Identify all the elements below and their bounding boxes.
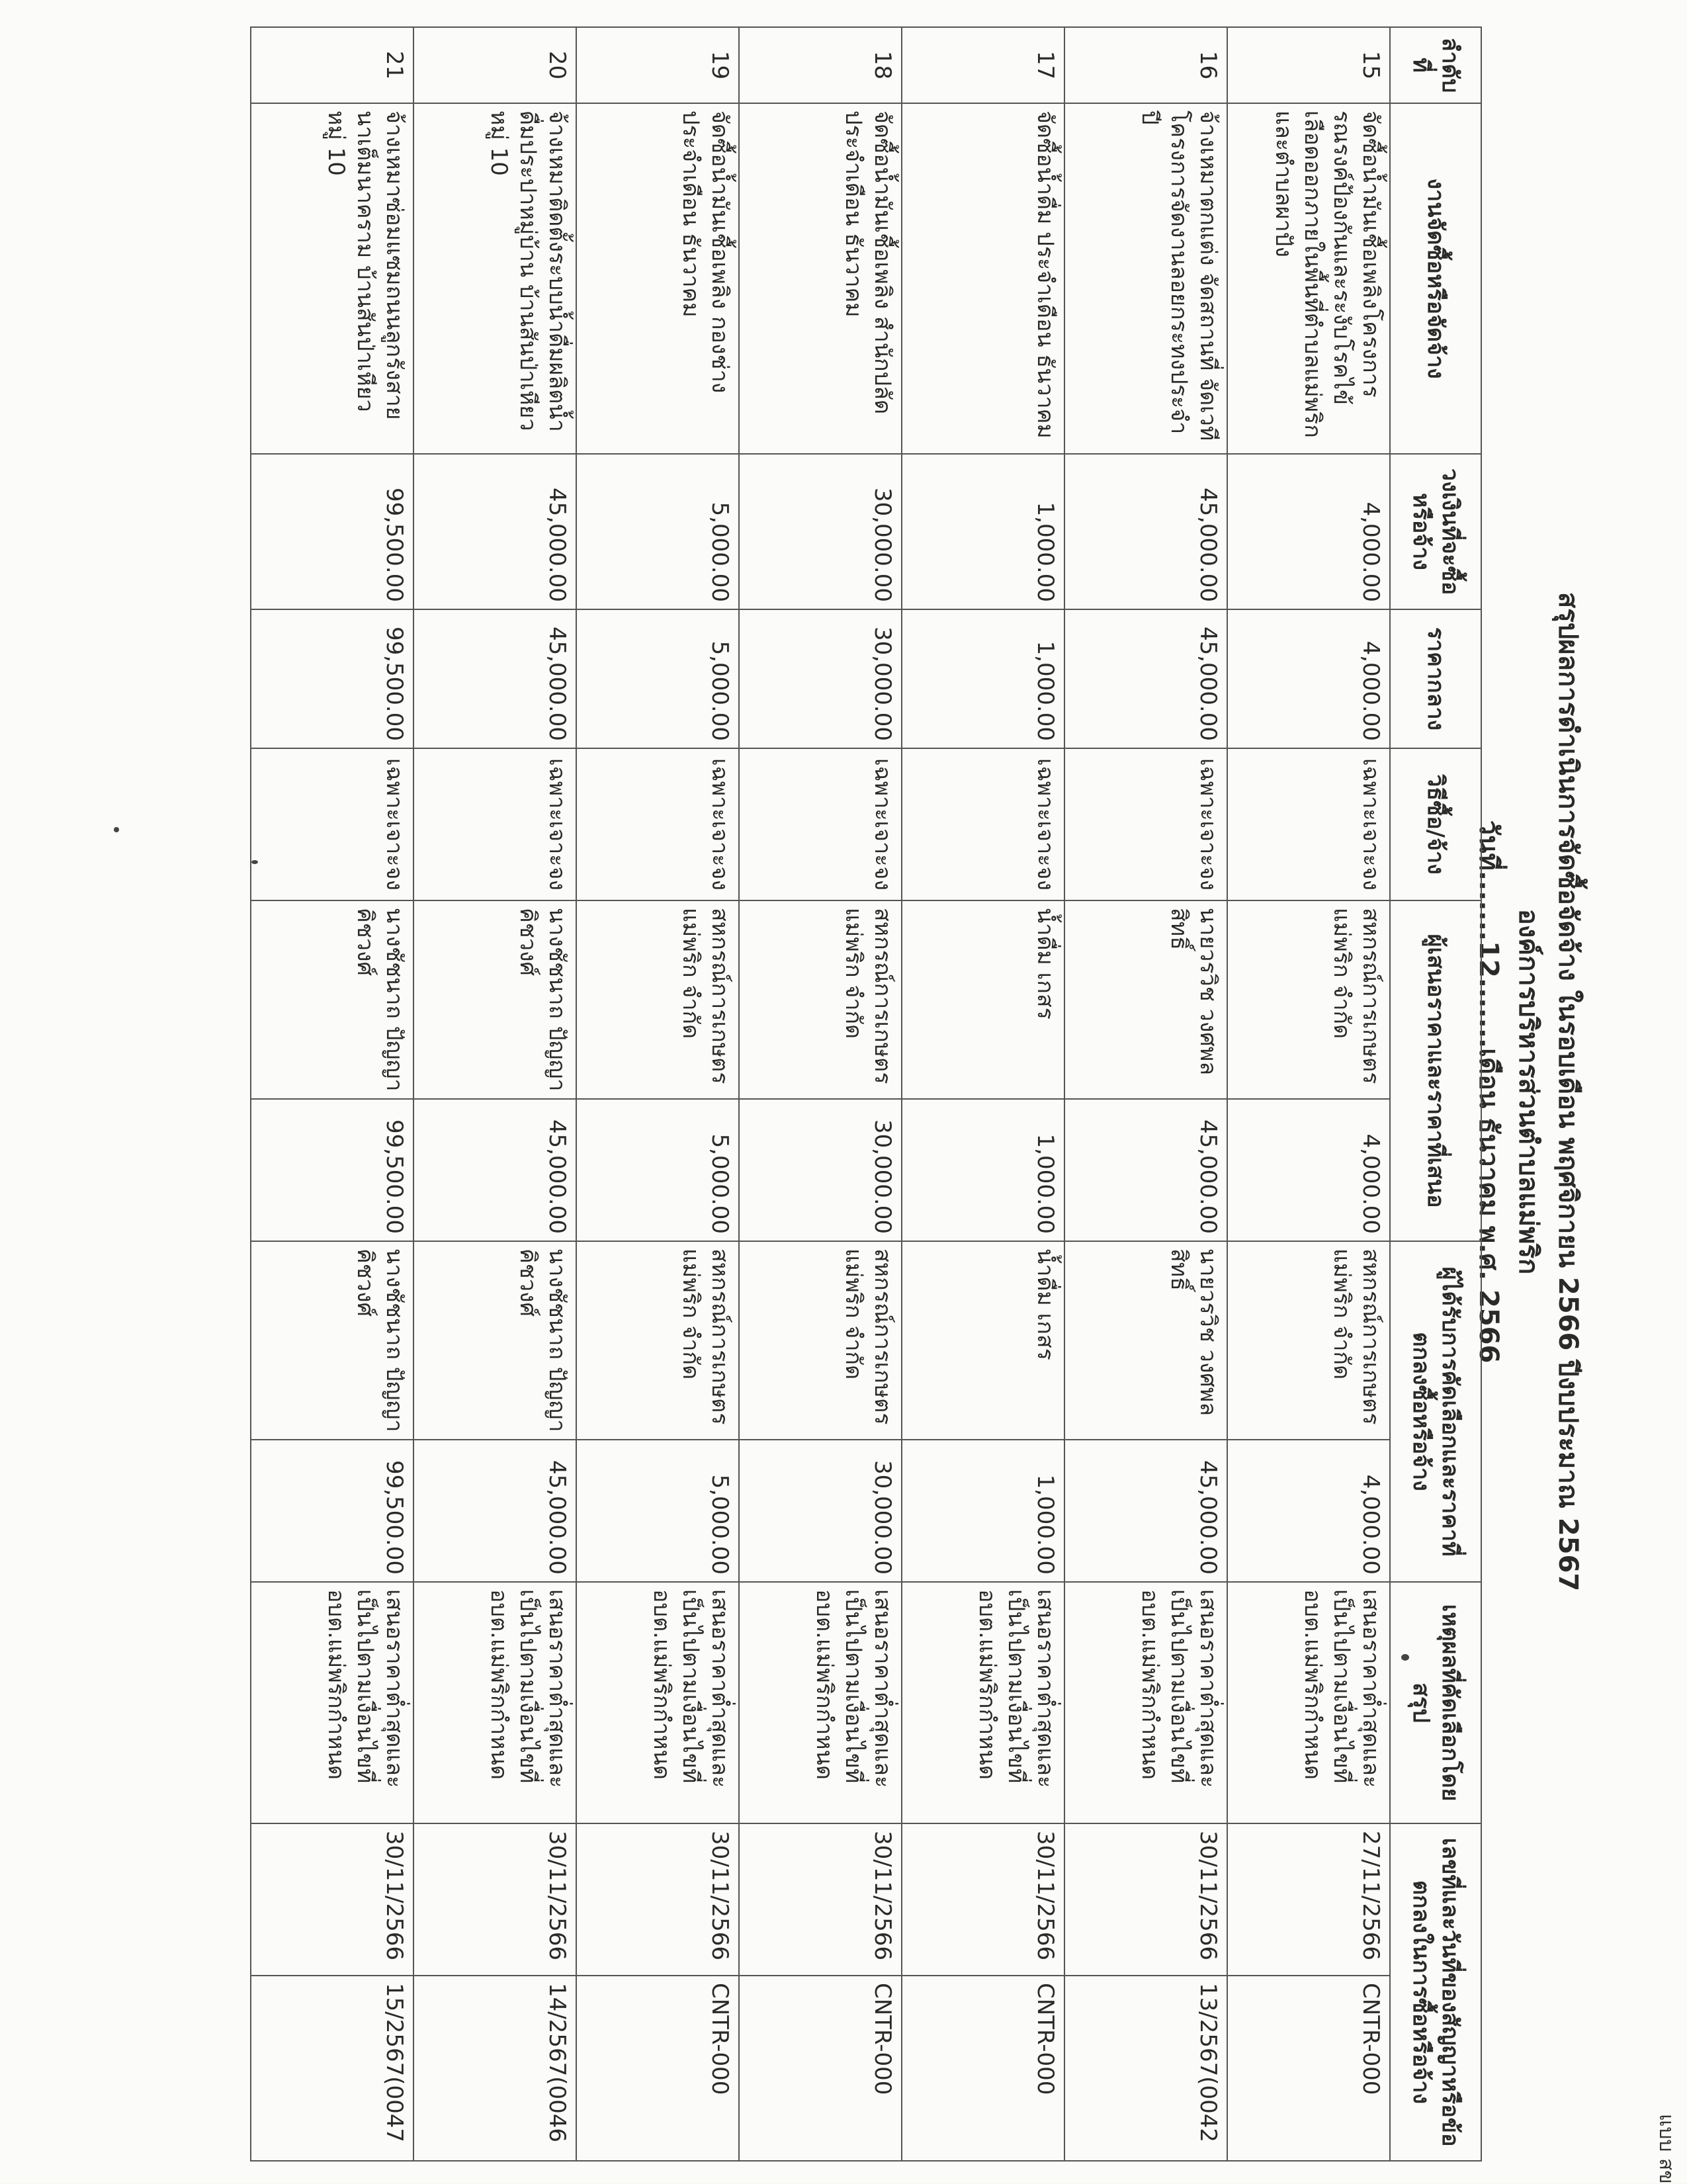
- cell-date: 30/11/2566: [413, 1823, 576, 1976]
- cell-item: จัดซื้อน้ำมันเชื้อเพลิงโครงการรณรงค์ป้องกันและระงับโรคไข้เลือดออกภายในพื้นที่ตำบลแม่พริก และตำบลผาปัง: [1227, 103, 1390, 454]
- cell-item: จัดซื้อน้ำดื่ม ประจำเดือน ธันวาคม: [902, 103, 1064, 454]
- cell-item: จ้างเหมาซ่อมแซมถนนลูกรังสายนาเต็มนาคราม บ้านสันป่าเหียว หมู่ 10: [251, 103, 413, 454]
- cell-method: เฉพาะเจาะจง: [739, 748, 902, 900]
- cell-win-price: 30,000.00: [739, 1440, 902, 1582]
- cell-budget: 4,000.00: [1227, 454, 1390, 609]
- cell-winner: นางชัชนาถ ปัญญา คิชวงศ์: [413, 1241, 576, 1440]
- cell-budget: 45,000.00: [413, 454, 576, 609]
- scan-speck: [114, 827, 119, 832]
- table-row: [739, 27, 902, 2161]
- cell-date: 30/11/2566: [251, 1823, 413, 1976]
- cell-win-price: 4,000.00: [1227, 1440, 1390, 1582]
- cell-contract: CNTR-000: [902, 1976, 1064, 2161]
- col-header-method: วิธีซื้อ/จ้าง: [1390, 748, 1481, 900]
- table-row: [251, 27, 413, 2161]
- cell-bidder: สหกรณ์การเกษตรแม่พริก จำกัด: [576, 900, 739, 1099]
- cell-item: จ้างเหมาตกแต่ง จัดสถานที่ จัดเวที โครงการจัดงานลอยกระทงประจำปี: [1064, 103, 1227, 454]
- cell-median-price: 30,000.00: [739, 609, 902, 748]
- cell-no: 17: [902, 27, 1064, 103]
- cell-bid-price: 45,000.00: [413, 1099, 576, 1241]
- cell-budget: 1,000.00: [902, 454, 1064, 609]
- report-date: วันที่.......12.......เดือน ธันวาคม พ.ศ. 2566: [1473, 820, 1504, 1364]
- col-header-contract: เลขที่และวันที่ของสัญญาหรือข้อตกลงในการซื้อหรือจ้าง: [1390, 1823, 1481, 2161]
- scan-speck: [251, 860, 258, 864]
- cell-win-price: 45,000.00: [1064, 1440, 1227, 1582]
- form-code: แบบ สข: [1655, 2114, 1678, 2184]
- cell-bid-price: 45,000.00: [1064, 1099, 1227, 1241]
- cell-median-price: 45,000.00: [413, 609, 576, 748]
- cell-reason: เสนอราคาต่ำสุดและเป็นไปตามเงื่อนไขที่ อบต.แม่พริกกำหนด: [902, 1582, 1064, 1823]
- cell-date: 30/11/2566: [576, 1823, 739, 1976]
- scan-speck: [1401, 1654, 1409, 1661]
- cell-reason: เสนอราคาต่ำสุดและเป็นไปตามเงื่อนไขที่ อบต.แม่พริกกำหนด: [1064, 1582, 1227, 1823]
- cell-winner: สหกรณ์การเกษตรแม่พริก จำกัด: [739, 1241, 902, 1440]
- cell-no: 15: [1227, 27, 1390, 103]
- cell-bid-price: 30,000.00: [739, 1099, 902, 1241]
- cell-win-price: 99,500.00: [251, 1440, 413, 1582]
- table-row: [902, 27, 1064, 2161]
- cell-budget: 5,000.00: [576, 454, 739, 609]
- cell-win-price: 1,000.00: [902, 1440, 1064, 1582]
- cell-win-price: 45,000.00: [413, 1440, 576, 1582]
- cell-date: 30/11/2566: [902, 1823, 1064, 1976]
- cell-no: 20: [413, 27, 576, 103]
- cell-bidder: นางชัชนาถ ปัญญา คิชวงศ์: [251, 900, 413, 1099]
- cell-item: จัดซื้อน้ำมันเชื้อเพลิง กองช่าง ประจำเดือน ธันวาคม: [576, 103, 739, 454]
- cell-reason: เสนอราคาต่ำสุดและเป็นไปตามเงื่อนไขที่ อบต.แม่พริกกำหนด: [576, 1582, 739, 1823]
- col-header-median-price: ราคากลาง: [1390, 609, 1481, 748]
- cell-median-price: 99,500.00: [251, 609, 413, 748]
- cell-contract: CNTR-000: [576, 1976, 739, 2161]
- col-header-selected: ผู้ได้รับการคัดเลือกและราคาที่ตกลงซื้อหรือจ้าง: [1390, 1241, 1481, 1582]
- cell-method: เฉพาะเจาะจง: [576, 748, 739, 900]
- cell-no: 18: [739, 27, 902, 103]
- cell-budget: 45,000.00: [1064, 454, 1227, 609]
- cell-bidder: นางชัชนาถ ปัญญา คิชวงศ์: [413, 900, 576, 1099]
- cell-no: 21: [251, 27, 413, 103]
- table-row: [1227, 27, 1390, 2161]
- cell-date: 30/11/2566: [1064, 1823, 1227, 1976]
- cell-reason: เสนอราคาต่ำสุดและเป็นไปตามเงื่อนไขที่ อบต.แม่พริกกำหนด: [251, 1582, 413, 1823]
- cell-bid-price: 1,000.00: [902, 1099, 1064, 1241]
- cell-contract: CNTR-000: [1227, 1976, 1390, 2161]
- table-row: [576, 27, 739, 2161]
- cell-reason: เสนอราคาต่ำสุดและเป็นไปตามเงื่อนไขที่ อบต.แม่พริกกำหนด: [1227, 1582, 1390, 1823]
- cell-winner: สหกรณ์การเกษตรแม่พริก จำกัด: [576, 1241, 739, 1440]
- cell-method: เฉพาะเจาะจง: [1227, 748, 1390, 900]
- cell-bidder: สหกรณ์การเกษตรแม่พริก จำกัด: [739, 900, 902, 1099]
- cell-method: เฉพาะเจาะจง: [251, 748, 413, 900]
- cell-budget: 30,000.00: [739, 454, 902, 609]
- cell-bidder: นายวรวิช วงศพลสิทธิ์: [1064, 900, 1227, 1099]
- col-header-item: งานจัดซื้อหรือจัดจ้าง: [1390, 103, 1481, 454]
- cell-method: เฉพาะเจาะจง: [1064, 748, 1227, 900]
- report-title: สรุปผลการดำเนินการจัดซื้อจัดจ้าง ในรอบเดือน พฤศจิกายน 2566 ปีงบประมาณ 2567: [1553, 591, 1583, 1592]
- cell-winner: น้ำดื่ม เกสร: [902, 1241, 1064, 1440]
- cell-date: 27/11/2566: [1227, 1823, 1390, 1976]
- cell-item: จัดซื้อน้ำมันเชื้อเพลิง สำนักปลัด ประจำเดือน ธันวาคม: [739, 103, 902, 454]
- cell-contract: 15/2567(0047: [251, 1976, 413, 2161]
- cell-contract: 14/2567(0046: [413, 1976, 576, 2161]
- cell-winner: สหกรณ์การเกษตรแม่พริก จำกัด: [1227, 1241, 1390, 1440]
- cell-median-price: 5,000.00: [576, 609, 739, 748]
- cell-item: จ้างเหมาติดตั้งระบบน้ำดื่มผลิตน้ำดื่มประปาหมู่บ้าน บ้านสันป่าเหียว หมู่ 10: [413, 103, 576, 454]
- cell-date: 30/11/2566: [739, 1823, 902, 1976]
- organization-name: องค์การบริหารส่วนตำบลแม่พริก: [1513, 908, 1543, 1275]
- col-header-budget: วงเงินที่จะซื้อหรือจ้าง: [1390, 454, 1481, 609]
- table-row: [1064, 27, 1227, 2161]
- cell-no: 19: [576, 27, 739, 103]
- table-header-row: [1390, 27, 1481, 2161]
- cell-bidder: น้ำดื่ม เกสร: [902, 900, 1064, 1099]
- col-header-reason: เหตุผลที่คัดเลือกโดยสรุป: [1390, 1582, 1481, 1823]
- document-title-block: [1469, 0, 1588, 2183]
- cell-reason: เสนอราคาต่ำสุดและเป็นไปตามเงื่อนไขที่ อบต.แม่พริกกำหนด: [413, 1582, 576, 1823]
- cell-bid-price: 99,500.00: [251, 1099, 413, 1241]
- col-header-no: ลำดับที่: [1390, 27, 1481, 103]
- cell-winner: นายวรวิช วงศพลสิทธิ์: [1064, 1241, 1227, 1440]
- cell-bid-price: 4,000.00: [1227, 1099, 1390, 1241]
- cell-contract: 13/2567(0042: [1064, 1976, 1227, 2161]
- cell-bid-price: 5,000.00: [576, 1099, 739, 1241]
- cell-bidder: สหกรณ์การเกษตรแม่พริก จำกัด: [1227, 900, 1390, 1099]
- procurement-summary-table: [250, 26, 1482, 2162]
- cell-winner: นางชัชนาถ ปัญญา คิชวงศ์: [251, 1241, 413, 1440]
- cell-reason: เสนอราคาต่ำสุดและเป็นไปตามเงื่อนไขที่ อบต.แม่พริกกำหนด: [739, 1582, 902, 1823]
- cell-no: 16: [1064, 27, 1227, 103]
- cell-budget: 99,500.00: [251, 454, 413, 609]
- cell-median-price: 45,000.00: [1064, 609, 1227, 748]
- cell-median-price: 1,000.00: [902, 609, 1064, 748]
- cell-win-price: 5,000.00: [576, 1440, 739, 1582]
- col-header-bidders: ผู้เสนอราคาและราคาที่เสนอ: [1390, 900, 1481, 1241]
- cell-median-price: 4,000.00: [1227, 609, 1390, 748]
- cell-method: เฉพาะเจาะจง: [902, 748, 1064, 900]
- cell-contract: CNTR-000: [739, 1976, 902, 2161]
- cell-method: เฉพาะเจาะจง: [413, 748, 576, 900]
- table-row: [413, 27, 576, 2161]
